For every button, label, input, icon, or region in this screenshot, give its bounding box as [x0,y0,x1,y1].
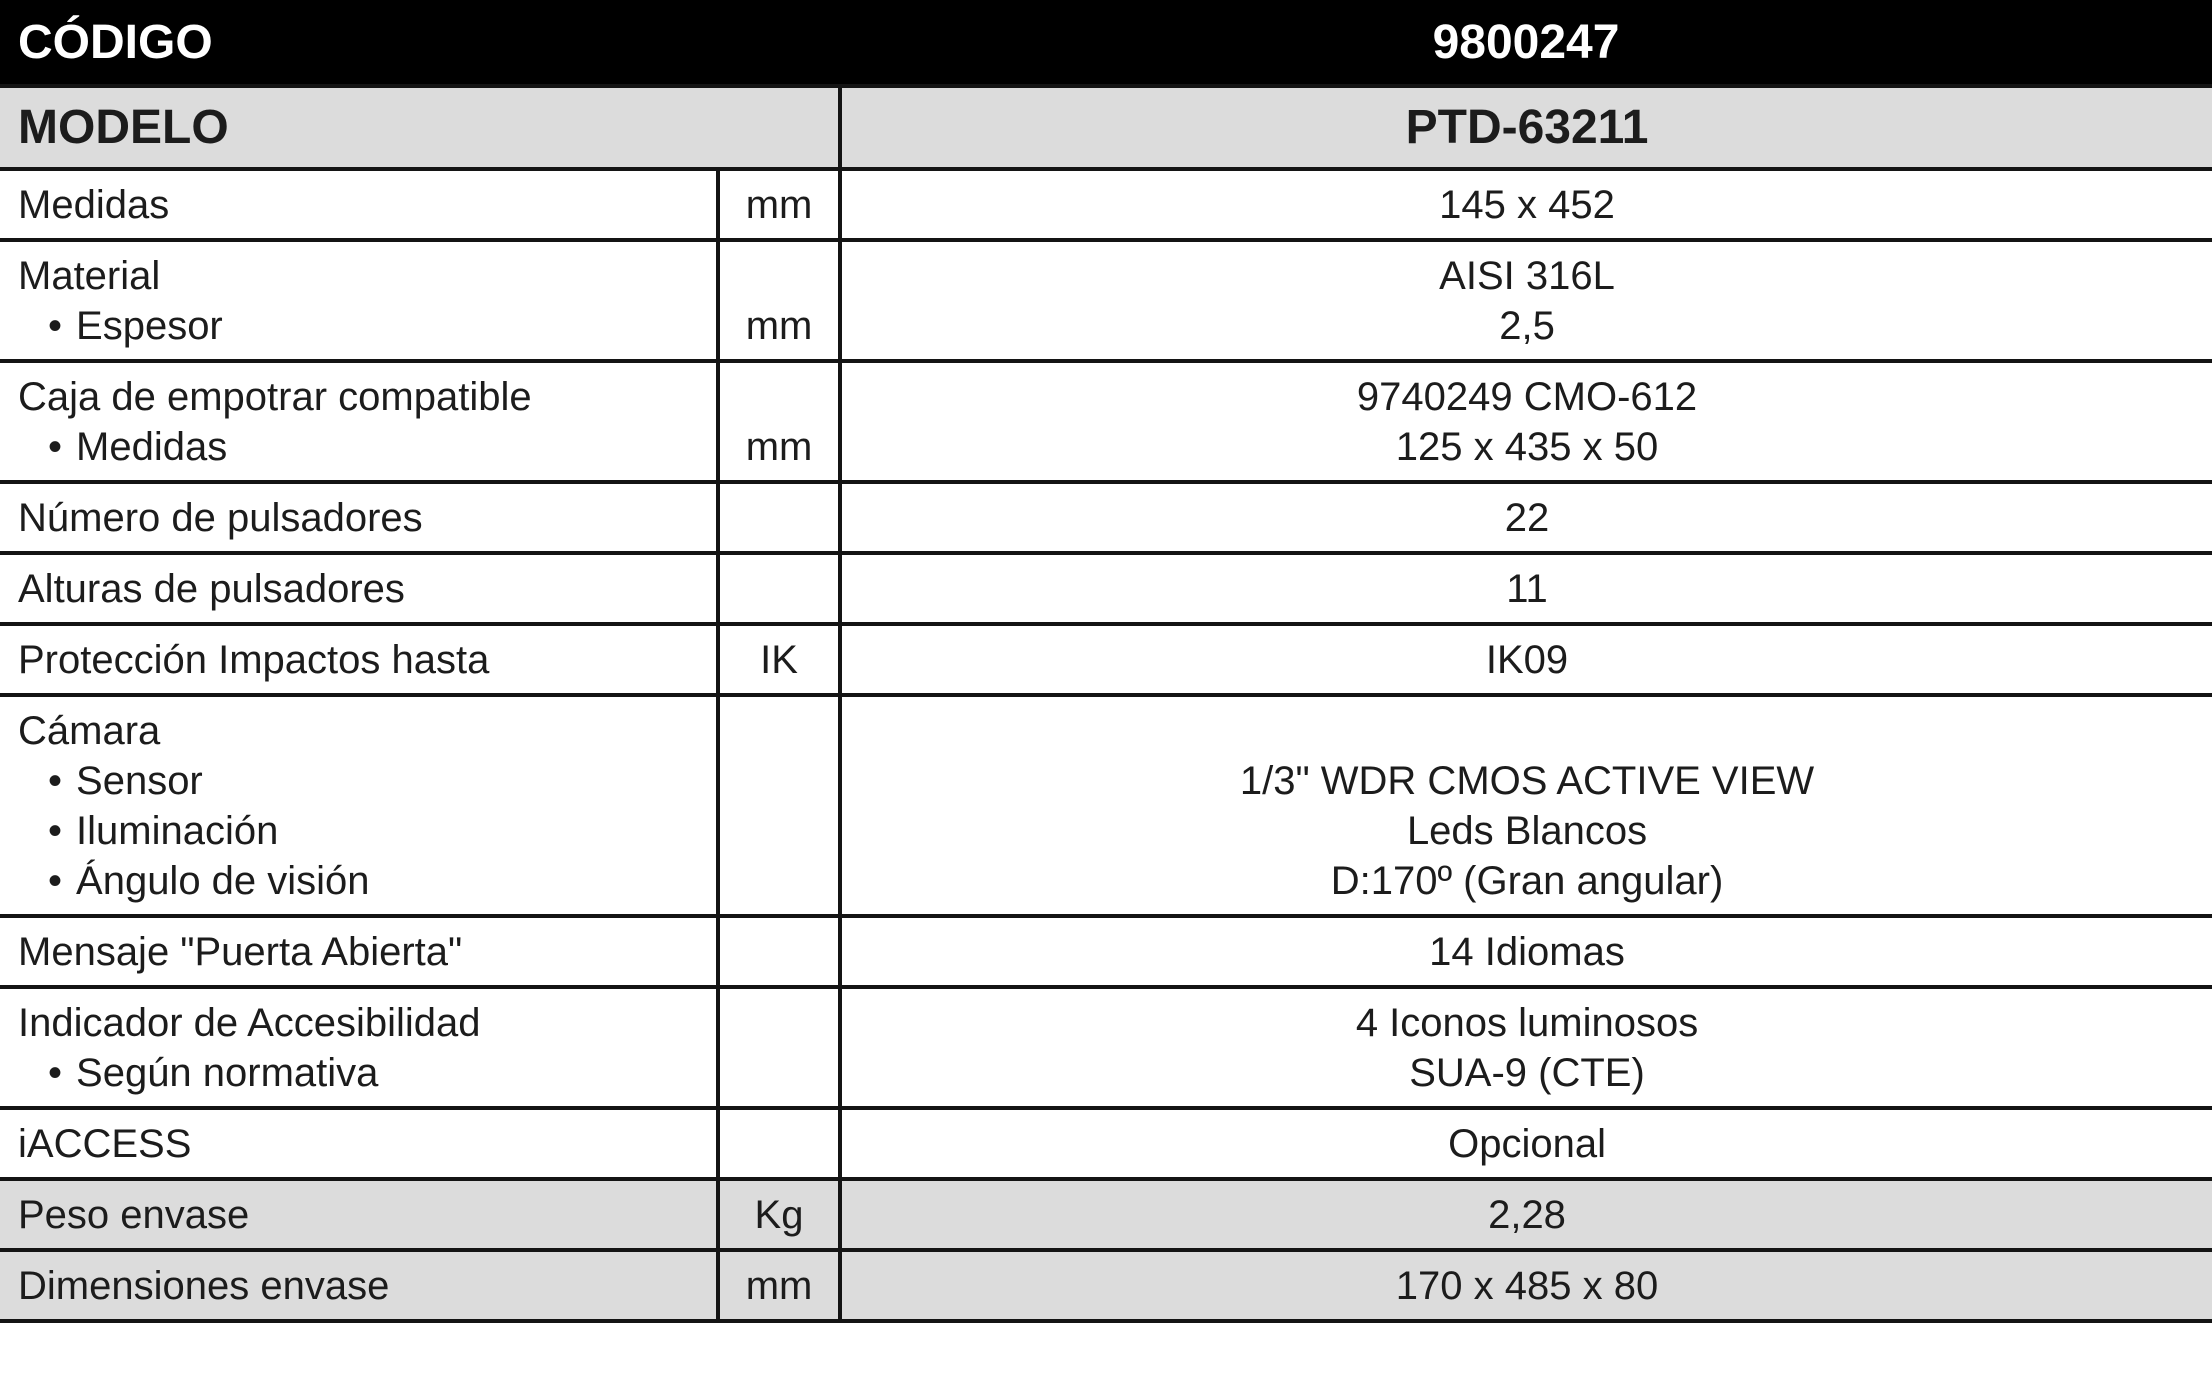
spec-row-indicador-accesibilidad [0,987,2212,1108]
model-row [0,86,2212,169]
spec-unit: mm [718,361,840,482]
spec-unit: IK [718,624,840,695]
spec-unit [718,916,840,987]
spec-unit [718,987,840,1108]
spec-row-alturas-pulsadores [0,553,2212,624]
spec-value: 9740249 CMO-612 125 x 435 x 50 [840,361,2212,482]
spec-label: Mensaje "Puerta Abierta" [0,916,718,987]
spec-label: Dimensiones envase [0,1250,718,1321]
spec-row-camara [0,695,2212,916]
spec-value: AISI 316L 2,5 [840,240,2212,361]
code-row [0,0,2212,86]
spec-row-dimensiones-envase [0,1250,2212,1321]
spec-value: 4 Iconos luminosos SUA-9 (CTE) [840,987,2212,1108]
spec-value: 22 [840,482,2212,553]
spec-value: 2,28 [840,1179,2212,1250]
spec-unit [718,482,840,553]
spec-label: Número de pulsadores [0,482,718,553]
spec-value: 1/3" WDR CMOS ACTIVE VIEW Leds Blancos D:170º (Gran angular) [840,695,2212,916]
spec-label: Peso envase [0,1179,718,1250]
model-value: PTD-63211 [840,86,2212,169]
spec-label: Material • Espesor [0,240,718,361]
spec-label: Protección Impactos hasta [0,624,718,695]
spec-label: Alturas de pulsadores [0,553,718,624]
spec-value: 14 Idiomas [840,916,2212,987]
spec-label: Cámara • Sensor • Iluminación • Ángulo de visión [0,695,718,916]
spec-unit [718,1108,840,1179]
spec-row-proteccion-impactos [0,624,2212,695]
spec-row-material [0,240,2212,361]
spec-value: Opcional [840,1108,2212,1179]
spec-label: Indicador de Accesibilidad • Según normativa [0,987,718,1108]
spec-unit: mm [718,240,840,361]
spec-label: Caja de empotrar compatible • Medidas [0,361,718,482]
code-value: 9800247 [840,0,2212,86]
spec-label: iACCESS [0,1108,718,1179]
code-label: CÓDIGO [0,0,840,86]
spec-row-caja-empotrar [0,361,2212,482]
spec-label: Medidas [0,169,718,240]
spec-value: IK09 [840,624,2212,695]
spec-value: 11 [840,553,2212,624]
spec-row-medidas [0,169,2212,240]
spec-unit [718,695,840,916]
spec-unit: mm [718,169,840,240]
spec-value: 170 x 485 x 80 [840,1250,2212,1321]
spec-row-mensaje-puerta [0,916,2212,987]
bullet-item: • Sensor [18,756,716,806]
bullet-item: • Ángulo de visión [18,856,716,906]
spec-value: 145 x 452 [840,169,2212,240]
spec-row-numero-pulsadores [0,482,2212,553]
spec-row-iaccess [0,1108,2212,1179]
bullet-item: • Espesor [18,301,716,351]
spec-unit: Kg [718,1179,840,1250]
bullet-item: • Iluminación [18,806,716,856]
bullet-item: • Según normativa [18,1048,716,1098]
spec-unit [718,553,840,624]
spec-unit: mm [718,1250,840,1321]
model-label: MODELO [0,86,840,169]
spec-row-peso-envase [0,1179,2212,1250]
bullet-item: • Medidas [18,422,716,472]
